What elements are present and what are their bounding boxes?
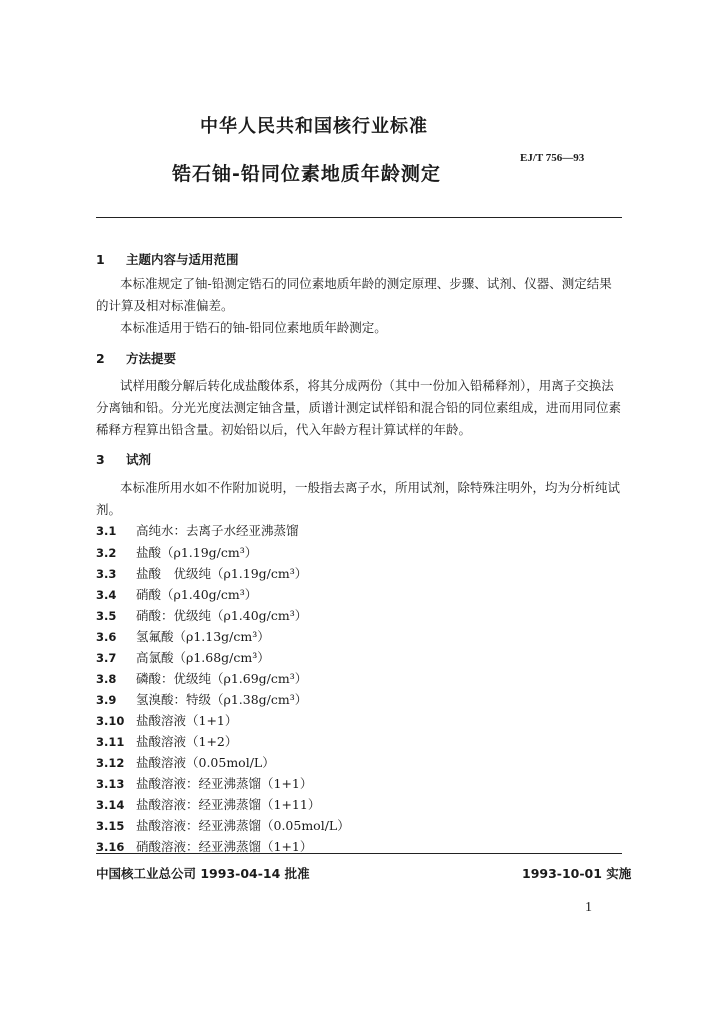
standard-number: EJ/T 756—93 [520, 152, 585, 164]
reagent-item: 3.14 盐酸溶液：经亚沸蒸馏（1+11） [96, 797, 321, 812]
section-3-heading [96, 450, 151, 468]
issuing-org-title: 中华人民共和国核行业标准 [200, 116, 428, 137]
reagent-item: 3.16 硝酸溶液：经亚沸蒸馏（1+1） [96, 839, 313, 854]
reagent-item: 3.3 盐酸 优级纯（ρ1.19g/cm³） [96, 566, 308, 581]
section-1-heading [96, 250, 239, 268]
reagent-item: 3.12 盐酸溶液（0.05mol/L） [96, 755, 275, 770]
document-title: 锆石铀-铅同位素地质年龄测定 [172, 163, 441, 185]
reagent-item: 3.8 磷酸：优级纯（ρ1.69g/cm³） [96, 671, 308, 686]
reagent-item: 3.15 盐酸溶液：经亚沸蒸馏（0.05mol/L） [96, 818, 350, 833]
section-2-heading [96, 349, 176, 367]
reagent-item: 3.13 盐酸溶液：经亚沸蒸馏（1+1） [96, 776, 313, 791]
reagent-item: 3.6 氢氟酸（ρ1.13g/cm³） [96, 629, 270, 644]
approval-line: 中国核工业总公司 1993-04-14 批准 [96, 866, 310, 881]
section-2-number: 2 [96, 351, 105, 366]
section-1-paragraph-1: 本标准规定了铀-铅测定锆石的同位素地质年龄的测定原理、步骤、试剂、仪器、测定结果的计算及相对标准偏差。 [96, 276, 612, 313]
reagent-item: 3.11 盐酸溶液（1+2） [96, 734, 238, 749]
reagent-item: 3.2 盐酸（ρ1.19g/cm³） [96, 545, 258, 560]
section-2-title: 方法提要 [126, 351, 177, 366]
page-number: 1 [585, 900, 592, 915]
reagent-item: 3.10 盐酸溶液（1+1） [96, 713, 238, 728]
footer-divider [96, 853, 622, 854]
section-3-number: 3 [96, 452, 105, 467]
reagent-item: 3.4 硝酸（ρ1.40g/cm³） [96, 587, 258, 602]
reagent-item: 3.9 氢溴酸：特级（ρ1.38g/cm³） [96, 692, 308, 707]
reagent-item: 3.5 硝酸：优级纯（ρ1.40g/cm³） [96, 608, 308, 623]
section-1-paragraph-2: 本标准适用于锆石的铀-铅同位素地质年龄测定。 [120, 320, 387, 335]
section-3-title: 试剂 [126, 452, 152, 467]
section-1-number: 1 [96, 252, 105, 267]
reagent-item: 3.7 高氯酸（ρ1.68g/cm³） [96, 650, 270, 665]
effective-date: 1993-10-01 实施 [522, 866, 632, 881]
reagent-item: 3.1 高纯水：去离子水经亚沸蒸馏 [96, 523, 299, 538]
section-3-paragraph-1: 本标准所用水如不作附加说明，一般指去离子水，所用试剂，除特殊注明外，均为分析纯试剂。 [96, 480, 621, 517]
section-1-title: 主题内容与适用范围 [126, 252, 239, 267]
section-2-paragraph-1: 试样用酸分解后转化成盐酸体系，将其分成两份（其中一份加入铅稀释剂），用离子交换法分离铀和铅。分光光度法测定铀含量，质谱计测定试样铅和混合铅的同位素组成，进而用同位素稀释方程算出铅含量。初始铅以后，代入年龄方程计算试样的年龄。 [96, 378, 622, 437]
header-divider [96, 217, 622, 218]
